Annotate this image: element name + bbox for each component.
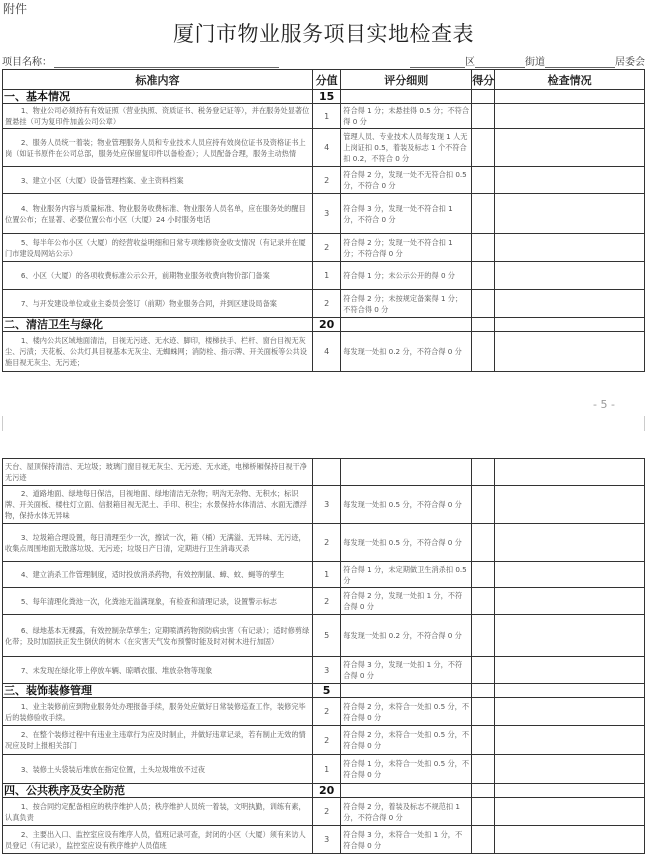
check-notes-cell[interactable] [495, 90, 645, 104]
obtained-score-cell[interactable] [472, 755, 495, 784]
rule-cell: 符合得 2 分，发现一处扣 1 分，不符合得 0 分 [341, 588, 472, 615]
check-notes-cell[interactable] [495, 684, 645, 698]
content-cell: 1、楼内公共区域地面清洁，目视无污迹、无水迹、脚印，楼梯扶手、栏杆、窗台目视无灰尘、污渍；天花板、公共灯具目视基本无灰尘、无蜘蛛网；消防栓、指示牌、开关面板等公共设施目视无灰尘、无污迹； [3, 332, 313, 372]
obtained-score-cell[interactable] [472, 318, 495, 332]
content-cell: 3、垃圾箱合理设置，每日清理至少一次，擦试一次，箱（桶）无满溢、无异味、无污迹，收集点周围地面无散落垃圾、无污迹；垃圾日产日清，定期进行卫生消毒灭杀 [3, 524, 313, 562]
section-row-basic [3, 90, 645, 104]
section-row-cleaning [3, 318, 645, 332]
rule-cell: 符合得 3 分，发现一处不符合扣 1 分，不符合 0 分 [341, 194, 472, 234]
check-notes-cell[interactable] [495, 798, 645, 826]
check-notes-cell[interactable] [495, 167, 645, 194]
check-notes-cell[interactable] [495, 194, 645, 234]
obtained-score-cell[interactable] [472, 90, 495, 104]
obtained-score-cell[interactable] [472, 657, 495, 684]
rule-cell: 符合得 2 分，未符合一处扣 0.5 分，不符合得 0 分 [341, 726, 472, 755]
obtained-score-cell[interactable] [472, 194, 495, 234]
table-row [3, 588, 645, 615]
check-notes-cell[interactable] [495, 104, 645, 129]
check-notes-cell[interactable] [495, 657, 645, 684]
check-notes-cell[interactable] [495, 262, 645, 290]
obtained-score-cell[interactable] [472, 698, 495, 726]
section-score: 20 [313, 318, 341, 332]
check-notes-cell[interactable] [495, 755, 645, 784]
rule-cell: 符合得 2 分；发现一处不符合扣 1 分；不符合得 0 分 [341, 234, 472, 262]
street-label: 街道 [525, 57, 545, 68]
obtained-score-cell[interactable] [472, 562, 495, 588]
check-notes-cell[interactable] [495, 318, 645, 332]
table-row [3, 755, 645, 784]
obtained-score-cell[interactable] [472, 784, 495, 798]
rule-cell: 每发现一处扣 0.2 分，不符合得 0 分 [341, 332, 472, 372]
score-cell: 2 [313, 234, 341, 262]
score-cell: 2 [313, 588, 341, 615]
table-row [3, 826, 645, 854]
table-row [3, 524, 645, 562]
rule-cell [341, 318, 472, 332]
table-row [3, 104, 645, 129]
page-number: - 5 - [593, 398, 615, 411]
attachment-label: 附件 [3, 2, 28, 16]
table-row [3, 129, 645, 167]
rule-cell: 符合得 3 分，未符合一处扣 1 分，不符合得 0 分 [341, 826, 472, 854]
check-notes-cell[interactable] [495, 698, 645, 726]
check-notes-cell[interactable] [495, 524, 645, 562]
content-cell: 6、小区（大厦）的各项收费标准公示公开，前期物业服务收费向物价部门备案 [3, 262, 313, 290]
table-row [3, 726, 645, 755]
rule-cell: 符合得 1 分；未悬挂得 0.5 分；不符合得 0 分 [341, 104, 472, 129]
score-cell: 2 [313, 524, 341, 562]
score-cell [313, 459, 341, 486]
obtained-score-cell[interactable] [472, 826, 495, 854]
check-notes-cell[interactable] [495, 486, 645, 524]
rule-cell: 符合得 3 分，发现一处扣 1 分，不符合得 0 分 [341, 657, 472, 684]
obtained-score-cell[interactable] [472, 104, 495, 129]
section-title: 一、基本情况 [3, 90, 313, 104]
page-break-mark [644, 416, 645, 431]
check-notes-cell[interactable] [495, 332, 645, 372]
score-cell: 1 [313, 262, 341, 290]
rule-cell: 管理人员、专业技术人员每发现 1 人无上岗证扣 0.5，着装及标志 1 个不符合扣 0.2，不符合 0 分 [341, 129, 472, 167]
content-cell: 2、服务人员统一着装；物业管理服务人员和专业技术人员应持有效岗位证书及资格证书上岗（如证书原件在公司总部，服务处应保留复印件以备检查）；人员配备合理，服务主动热情 [3, 129, 313, 167]
check-notes-cell[interactable] [495, 234, 645, 262]
content-cell: 4、物业服务内容与质量标准、物业服务收费标准、物业服务人员名单，应在服务处的醒目位置公布；在显著、必要位置公布小区（大厦）24 小时服务电话 [3, 194, 313, 234]
score-cell: 3 [313, 486, 341, 524]
score-cell: 2 [313, 698, 341, 726]
check-notes-cell[interactable] [495, 726, 645, 755]
table-row [3, 657, 645, 684]
score-cell: 4 [313, 129, 341, 167]
check-notes-cell[interactable] [495, 784, 645, 798]
district-blank[interactable] [410, 58, 465, 68]
rule-cell [341, 459, 472, 486]
obtained-score-cell[interactable] [472, 726, 495, 755]
obtained-score-cell[interactable] [472, 129, 495, 167]
inspection-table-page-1 [2, 69, 645, 372]
content-cell: 1、物业公司必须持有有效证照（营业执照、资质证书、税务登记证等），并在服务处显著位置悬挂（可为复印件加盖公司公章） [3, 104, 313, 129]
obtained-score-cell[interactable] [472, 332, 495, 372]
score-cell: 2 [313, 167, 341, 194]
rule-cell [341, 90, 472, 104]
score-cell: 2 [313, 726, 341, 755]
table-row [3, 698, 645, 726]
table-row [3, 167, 645, 194]
content-cell: 7、与开发建设单位或业主委员会签订（前期）物业服务合同，并到区建设局备案 [3, 290, 313, 318]
check-notes-cell[interactable] [495, 826, 645, 854]
table-row [3, 262, 645, 290]
content-cell: 2、在整个装修过程中有违业主违章行为应及时制止，并做好违章记录，若有制止无效的情况应及时上报相关部门 [3, 726, 313, 755]
content-cell: 6、绿地基本无裸露，有效控制杂草孳生；定期喷洒药物预防病虫害（有记录）；适时修剪绿化带；及时加固扶正发生倒伏的树木（在灾害天气发布预警时能及时对树木进行加固） [3, 615, 313, 657]
table-row [3, 798, 645, 826]
content-cell: 1、业主装修前应到物业服务处办理报备手续，服务处应做好日常装修巡查工作，装修完毕后的装修验收手续。 [3, 698, 313, 726]
obtained-score-cell[interactable] [472, 167, 495, 194]
table-row [3, 615, 645, 657]
check-notes-cell[interactable] [495, 588, 645, 615]
project-info-row [2, 53, 645, 69]
section-row-decoration [3, 684, 645, 698]
project-name-blank[interactable] [54, 58, 279, 68]
check-notes-cell[interactable] [495, 290, 645, 318]
column-header-score: 分值 [313, 70, 341, 90]
table-row [3, 234, 645, 262]
rule-cell: 每发现一处扣 0.5 分，不符合得 0 分 [341, 486, 472, 524]
page-break-mark [2, 416, 3, 431]
obtained-score-cell[interactable] [472, 290, 495, 318]
column-header-check: 检查情况 [495, 70, 645, 90]
table-row-continued [3, 459, 645, 486]
score-cell: 5 [313, 615, 341, 657]
rule-cell: 符合得 2 分，未符合一处扣 0.5 分，不符合得 0 分 [341, 698, 472, 726]
score-cell: 3 [313, 194, 341, 234]
section-title: 四、公共秩序及安全防范 [3, 784, 313, 798]
check-notes-cell[interactable] [495, 562, 645, 588]
obtained-score-cell[interactable] [472, 684, 495, 698]
obtained-score-cell[interactable] [472, 615, 495, 657]
content-cell: 5、每半年公布小区（大厦）的经营收益明细和日常专项维修资金收支情况（有记录并在厦门市建设局网站公示） [3, 234, 313, 262]
score-cell: 2 [313, 798, 341, 826]
rule-cell: 符合得 1 分，未符合一处扣 0.5 分，不符合得 0 分 [341, 755, 472, 784]
score-cell: 1 [313, 755, 341, 784]
obtained-score-cell[interactable] [472, 798, 495, 826]
content-cell: 2、道路地面、绿地每日保洁，目视地面、绿地清洁无杂物；明沟无杂物、无积水；标识牌、开关面板、楼柱灯立面、信报箱目视无泥土、手印、积尘；水景保持水体清洁、水面无漂浮物，保持水体无异味 [3, 486, 313, 524]
check-notes-cell[interactable] [495, 615, 645, 657]
score-cell: 3 [313, 657, 341, 684]
content-cell: 7、未发现在绿化带上停放车辆、晾晒衣服、堆放杂物等现象 [3, 657, 313, 684]
rule-cell: 符合得 2 分；未按规定备案得 1 分；不符合得 0 分 [341, 290, 472, 318]
page-title: 厦门市物业服务项目实地检查表 [173, 22, 474, 46]
location-fields [410, 53, 645, 68]
inspection-table-page-2 [2, 458, 645, 854]
content-cell: 天台、屋顶保持清洁、无垃圾；玻璃门窗目视无灰尘、无污迹、无水迹，电梯桥厢保持目视干净无污迹 [3, 459, 313, 486]
table-row [3, 562, 645, 588]
check-notes-cell[interactable] [495, 129, 645, 167]
committee-label: 居委会 [615, 57, 645, 68]
project-name-label: 项目名称： [2, 57, 52, 68]
score-cell: 2 [313, 290, 341, 318]
content-cell: 2、主要出入口、监控室应设有维序人员，值班记录可查，封闭的小区（大厦）须有来访人员登记（有记录），监控室应设有秩序维护人员值班 [3, 826, 313, 854]
content-cell: 3、建立小区（大厦）设备管理档案、业主资料档案 [3, 167, 313, 194]
section-score: 20 [313, 784, 341, 798]
column-header-rule: 评分细则 [341, 70, 472, 90]
content-cell: 5、每年清理化粪池一次，化粪池无溢满现象，有检查和清理记录，设置警示标志 [3, 588, 313, 615]
table-row [3, 486, 645, 524]
section-title: 三、装饰装修管理 [3, 684, 313, 698]
score-cell: 1 [313, 104, 341, 129]
committee-blank[interactable] [545, 58, 615, 68]
section-row-security [3, 784, 645, 798]
column-header-content: 标准内容 [3, 70, 313, 90]
obtained-score-cell[interactable] [472, 459, 495, 486]
rule-cell: 符合得 1 分；未公示公开的得 0 分 [341, 262, 472, 290]
street-blank[interactable] [475, 58, 525, 68]
obtained-score-cell[interactable] [472, 588, 495, 615]
table-header-row [3, 70, 645, 90]
obtained-score-cell[interactable] [472, 486, 495, 524]
score-cell: 1 [313, 562, 341, 588]
rule-cell: 符合得 1 分，未定期做卫生消杀扣 0.5 分 [341, 562, 472, 588]
table-row [3, 290, 645, 318]
rule-cell: 符合得 2 分，着装及标志不规范扣 1 分，不符合得 0 分 [341, 798, 472, 826]
table-row [3, 332, 645, 372]
obtained-score-cell[interactable] [472, 234, 495, 262]
content-cell: 1、按合同约定配备相应的秩序维护人员；秩序维护人员统一着装，文明执勤，训练有素，认真负责 [3, 798, 313, 826]
obtained-score-cell[interactable] [472, 262, 495, 290]
score-cell: 3 [313, 826, 341, 854]
rule-cell: 每发现一处扣 0.2 分，不符合得 0 分 [341, 615, 472, 657]
rule-cell: 符合得 2 分，发现一处不无符合扣 0.5 分，不符合 0 分 [341, 167, 472, 194]
section-title: 二、清洁卫生与绿化 [3, 318, 313, 332]
rule-cell [341, 684, 472, 698]
rule-cell: 每发现一处扣 0.5 分，不符合得 0 分 [341, 524, 472, 562]
column-header-obtained: 得分 [472, 70, 495, 90]
check-notes-cell[interactable] [495, 459, 645, 486]
table-row [3, 194, 645, 234]
section-score: 15 [313, 90, 341, 104]
content-cell: 3、装修土头袋装后堆放在指定位置，土头垃圾堆放不过夜 [3, 755, 313, 784]
rule-cell [341, 784, 472, 798]
section-score: 5 [313, 684, 341, 698]
score-cell: 4 [313, 332, 341, 372]
obtained-score-cell[interactable] [472, 524, 495, 562]
content-cell: 4、建立消杀工作管理制度，适时投放消杀药物，有效控制鼠、蟑、蚊、蝇等的孳生 [3, 562, 313, 588]
project-name-field [2, 53, 279, 68]
district-label: 区 [465, 57, 475, 68]
